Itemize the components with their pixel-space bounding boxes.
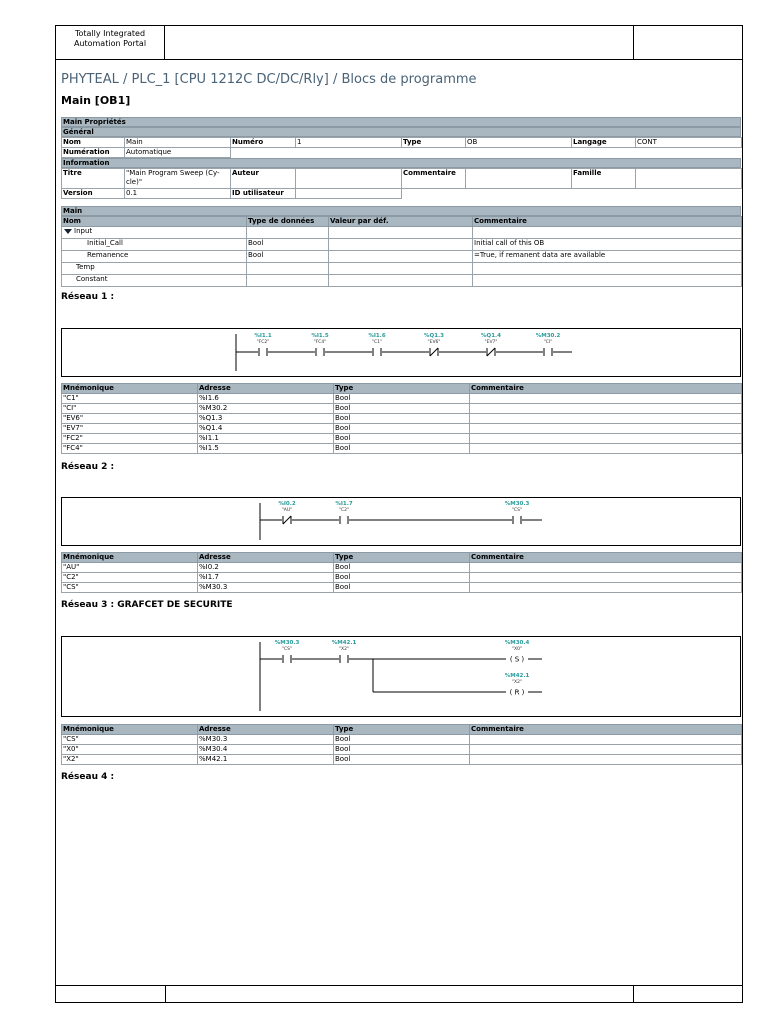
coil-symbol: "X2" xyxy=(511,680,523,685)
network-1-title: Réseau 1 : xyxy=(61,292,115,302)
network-3-diagram xyxy=(61,636,741,717)
contact-address: %Q1.4 xyxy=(481,333,501,339)
interface-title: Main xyxy=(61,206,741,216)
contact-address: %M30.2 xyxy=(535,333,561,339)
numero-value: 1 xyxy=(296,138,402,148)
network-2-symbols xyxy=(61,552,741,593)
document-page xyxy=(55,25,743,1003)
idutil-label: ID utilisateur xyxy=(231,189,296,199)
table-row: "CS" %M30.3 Bool xyxy=(62,583,742,593)
contact-address: %I1.6 xyxy=(368,333,386,339)
langage-value: CONT xyxy=(636,138,742,148)
titre-label: Titre xyxy=(62,169,125,189)
famille-label: Famille xyxy=(572,169,636,189)
network-1-ladder xyxy=(62,329,740,376)
symbols-table-2 xyxy=(61,552,742,593)
table-row: "CI" %M30.2 Bool xyxy=(62,404,742,414)
contact-symbol: "C2" xyxy=(338,508,350,513)
commentaire-value xyxy=(466,169,572,189)
sym-col-mnemonic: Mnémonique xyxy=(62,725,198,735)
iface-col-comment: Commentaire xyxy=(473,217,742,227)
interface-table xyxy=(61,216,742,287)
table-row: "X0" %M30.4 Bool xyxy=(62,745,742,755)
network-3-ladder xyxy=(62,637,740,716)
general-table xyxy=(61,137,742,158)
network-1-symbols xyxy=(61,383,741,454)
auteur-label: Auteur xyxy=(231,169,296,189)
contact-symbol: "C1" xyxy=(371,340,383,345)
sym-col-mnemonic: Mnémonique xyxy=(62,553,198,563)
table-row: "FC2" %I1.1 Bool xyxy=(62,434,742,444)
table-row: "C2" %I1.7 Bool xyxy=(62,573,742,583)
commentaire-label: Commentaire xyxy=(402,169,466,189)
sym-col-comment: Commentaire xyxy=(470,384,742,394)
iface-row-remanence: Remanence xyxy=(62,251,247,263)
interface-section xyxy=(61,206,741,287)
table-row: "CS" %M30.3 Bool xyxy=(62,735,742,745)
sym-col-type: Type xyxy=(334,384,470,394)
sym-col-address: Adresse xyxy=(198,384,334,394)
sym-col-comment: Commentaire xyxy=(470,553,742,563)
sym-col-mnemonic: Mnémonique xyxy=(62,384,198,394)
iface-row-constant: Constant xyxy=(62,275,247,287)
numeration-value: Automatique xyxy=(125,148,231,158)
table-row: "AU" %I0.2 Bool xyxy=(62,563,742,573)
symbols-table-3 xyxy=(61,724,742,765)
contact-symbol: "EV6" xyxy=(427,340,441,345)
page-footer xyxy=(56,985,742,1002)
table-row: "EV7" %Q1.4 Bool xyxy=(62,424,742,434)
contact-symbol: "EV7" xyxy=(484,340,498,345)
page-header xyxy=(56,26,742,60)
contact-address: %I1.1 xyxy=(254,333,272,339)
type-value: OB xyxy=(466,138,572,148)
page-title: PHYTEAL / PLC_1 [CPU 1212C DC/DC/Rly] / Blocs de programme xyxy=(61,72,477,87)
table-row: "FC4" %I1.5 Bool xyxy=(62,444,742,454)
contact-symbol: "X2" xyxy=(338,647,350,652)
contact-address: %M30.3 xyxy=(504,501,530,507)
iface-row-temp: Temp xyxy=(62,263,247,275)
numero-label: Numéro xyxy=(231,138,296,148)
version-value: 0.1 xyxy=(125,189,231,199)
contact-address: %M42.1 xyxy=(331,640,357,646)
contact-symbol: "FC2" xyxy=(256,340,270,345)
network-2-title: Réseau 2 : xyxy=(61,462,115,472)
contact-symbol: "CS" xyxy=(281,647,293,652)
coil-address: %M30.4 xyxy=(504,640,530,646)
iface-remanence-type: Bool xyxy=(247,251,329,263)
coil-address: %M42.1 xyxy=(504,673,530,679)
expand-triangle-icon[interactable] xyxy=(64,229,72,234)
iface-initial-call-type: Bool xyxy=(247,239,329,251)
iface-col-type: Type de données xyxy=(247,217,329,227)
nom-value: Main xyxy=(125,138,231,148)
contact-address: %Q1.3 xyxy=(424,333,444,339)
network-3-title: Réseau 3 : GRAFCET DE SECURITE xyxy=(61,600,233,610)
contact-symbol: "CS" xyxy=(511,508,523,513)
contact-symbol: "AU" xyxy=(281,508,293,513)
properties-section xyxy=(61,117,741,199)
nom-label: Nom xyxy=(62,138,125,148)
contact-address: %I1.5 xyxy=(311,333,329,339)
coil-glyph: ( S ) xyxy=(509,655,525,664)
sym-col-type: Type xyxy=(334,553,470,563)
table-row: "EV6" %Q1.3 Bool xyxy=(62,414,742,424)
contact-symbol: "FC4" xyxy=(313,340,327,345)
iface-initial-call-comment: Initial call of this OB xyxy=(473,239,742,251)
header-divider xyxy=(633,26,634,59)
iface-col-default: Valeur par déf. xyxy=(329,217,473,227)
contact-address: %M30.3 xyxy=(274,640,300,646)
version-label: Version xyxy=(62,189,125,199)
titre-value: "Main Program Sweep (Cy- cle)" xyxy=(125,169,231,189)
properties-title: Main Propriétés xyxy=(61,117,741,127)
auteur-value xyxy=(296,169,402,189)
iface-row-initial-call: Initial_Call xyxy=(62,239,247,251)
network-4-title: Réseau 4 : xyxy=(61,772,115,782)
contact-symbol: "CI" xyxy=(543,340,553,345)
table-row: "X2" %M42.1 Bool xyxy=(62,755,742,765)
sym-col-address: Adresse xyxy=(198,553,334,563)
langage-label: Langage xyxy=(572,138,636,148)
sym-col-comment: Commentaire xyxy=(470,725,742,735)
network-1-diagram xyxy=(61,328,741,377)
iface-col-name: Nom xyxy=(62,217,247,227)
coil-glyph: ( R ) xyxy=(509,688,525,697)
coil-symbol: "X0" xyxy=(511,647,523,652)
information-table xyxy=(61,168,742,199)
sym-col-address: Adresse xyxy=(198,725,334,735)
iface-remanence-comment: =True, if remanent data are available xyxy=(473,251,742,263)
symbols-table-1 xyxy=(61,383,742,454)
famille-value xyxy=(636,169,742,189)
general-title: Général xyxy=(61,127,741,137)
iface-row-input[interactable] xyxy=(62,227,247,239)
information-title: Information xyxy=(61,158,741,168)
network-2-ladder xyxy=(62,498,740,545)
header-app-name: Totally Integrated Automation Portal xyxy=(56,26,165,59)
network-3-symbols xyxy=(61,724,741,765)
network-2-diagram xyxy=(61,497,741,546)
iface-input-label: Input xyxy=(74,227,93,235)
block-title: Main [OB1] xyxy=(61,94,131,107)
numeration-label: Numération xyxy=(62,148,125,158)
table-row: "C1" %I1.6 Bool xyxy=(62,394,742,404)
contact-address: %I1.7 xyxy=(335,501,353,507)
contact-address: %I0.2 xyxy=(278,501,296,507)
idutil-value xyxy=(296,189,402,199)
type-label: Type xyxy=(402,138,466,148)
sym-col-type: Type xyxy=(334,725,470,735)
